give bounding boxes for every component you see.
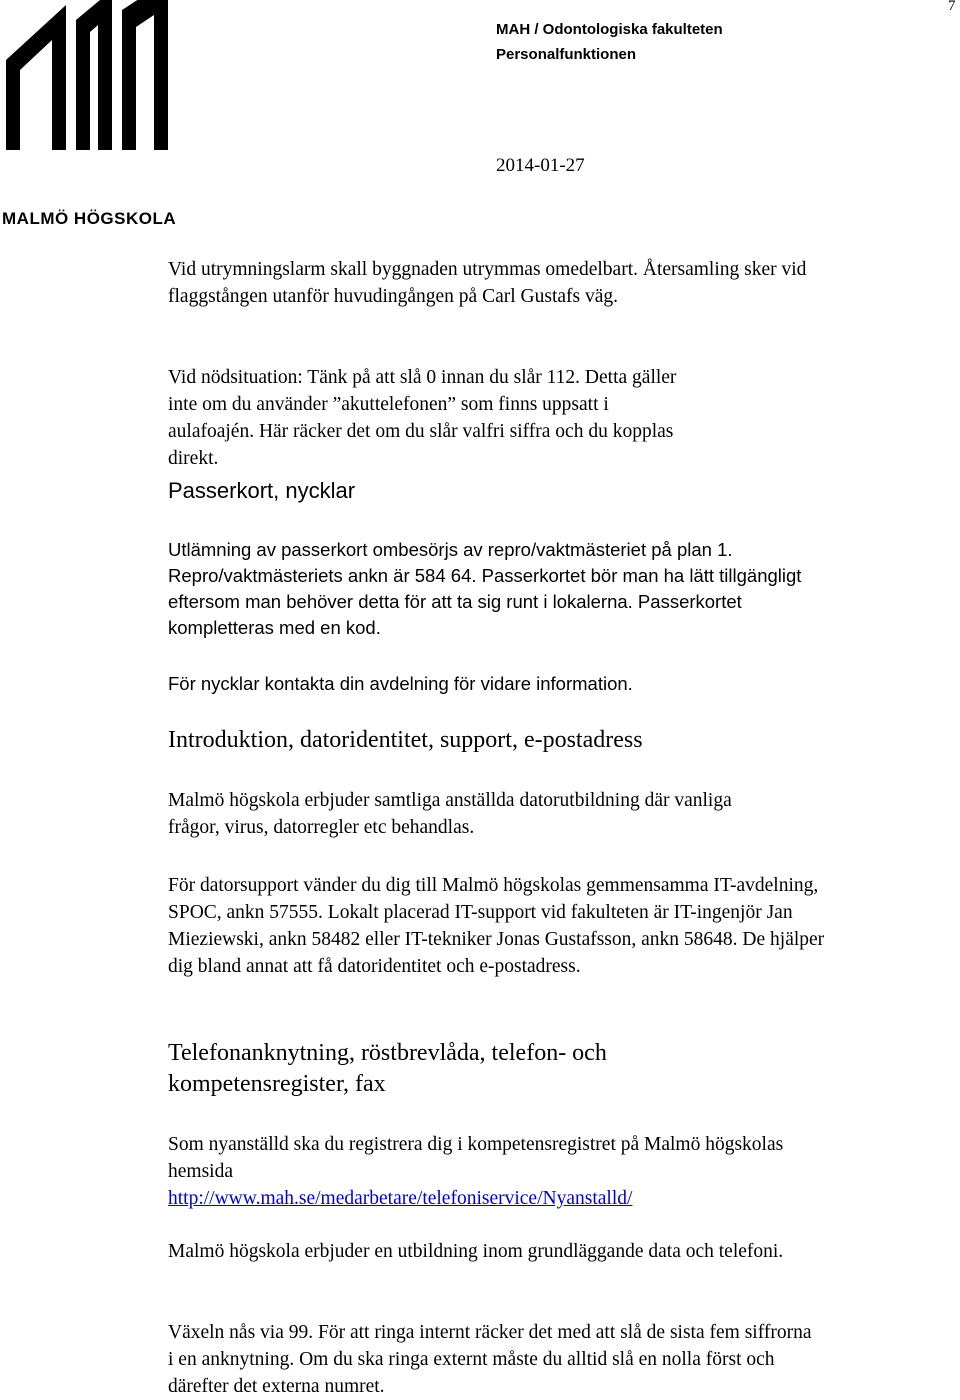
utbildning-paragraph: Malmö högskola erbjuder en utbildning inom grundläggande data och telefoni. xyxy=(168,1241,784,1262)
introduktion-heading: Introduktion, datoridentitet, support, e-postadress xyxy=(168,727,643,753)
evacuation-paragraph: Vid utrymningslarm skall byggnaden utrymmas omedelbart. Återsamling sker vid flaggstången utanför huvudingången på Carl Gustafs väg. xyxy=(168,259,807,307)
passerkort-paragraph: Utlämning av passerkort ombesörjs av repro/vaktmästeriet på plan 1. Repro/vaktmästeriets ankn är 584 64. Passerkortet bör man ha lätt tillgängligt eftersom man behöver detta för att ta sig runt i lokalerna. Passerkortet kompletteras med en kod. xyxy=(168,539,802,638)
document-date: 2014-01-27 xyxy=(496,155,585,176)
vaxel-paragraph: Växeln nås via 99. För att ringa internt räcker det med att slå de sista fem siffrorna i en anknytning. Om du ska ringa externt måste du alltid slå en nolla först och därefter det externa numret. xyxy=(168,1322,812,1397)
datorutbildning-paragraph: Malmö högskola erbjuder samtliga anställda datorutbildning där vanliga frågor, virus, datorregler etc behandlas. xyxy=(168,790,732,838)
telefon-heading: Telefonanknytning, röstbrevlåda, telefon- och kompetensregister, fax xyxy=(168,1040,607,1097)
logo-wordmark: MALMÖ HÖGSKOLA xyxy=(2,209,177,228)
emergency-paragraph: Vid nödsituation: Tänk på att slå 0 innan du slår 112. Detta gäller inte om du använder ”akuttelefonen” som finns uppsatt i aulafoajén. Här räcker det om du slår valfri siffra och du kopplas direkt. xyxy=(168,367,677,469)
header-department: Personalfunktionen xyxy=(496,46,637,63)
datorsupport-paragraph: För datorsupport vänder du dig till Malmö högskolas gemmensamma IT-avdelning, SPOC, ankn 57555. Lokalt placerad IT-support vid fakulteten är IT-ingenjör Jan Mieziewski, ankn 58482 eller IT-tekniker Jonas Gustafsson, ankn 58648. De hjälper dig bland annat att få datoridentitet och e-postadress. xyxy=(168,875,825,977)
header-organization: MAH / Odontologiska fakulteten xyxy=(496,21,723,38)
passerkort-heading: Passerkort, nycklar xyxy=(168,478,356,503)
nycklar-paragraph: För nycklar kontakta din avdelning för vidare information. xyxy=(168,673,633,694)
malmo-hogskola-logo xyxy=(0,0,180,230)
nyanstalld-link[interactable]: http://www.mah.se/medarbetare/telefoniservice/Nyanstalld/ xyxy=(168,1188,633,1209)
kompetensregister-paragraph xyxy=(168,1131,828,1212)
page-number: 7 xyxy=(948,0,956,14)
kompetensregister-text: Som nyanställd ska du registrera dig i kompetensregistret på Malmö högskolas hemsida xyxy=(168,1134,784,1182)
